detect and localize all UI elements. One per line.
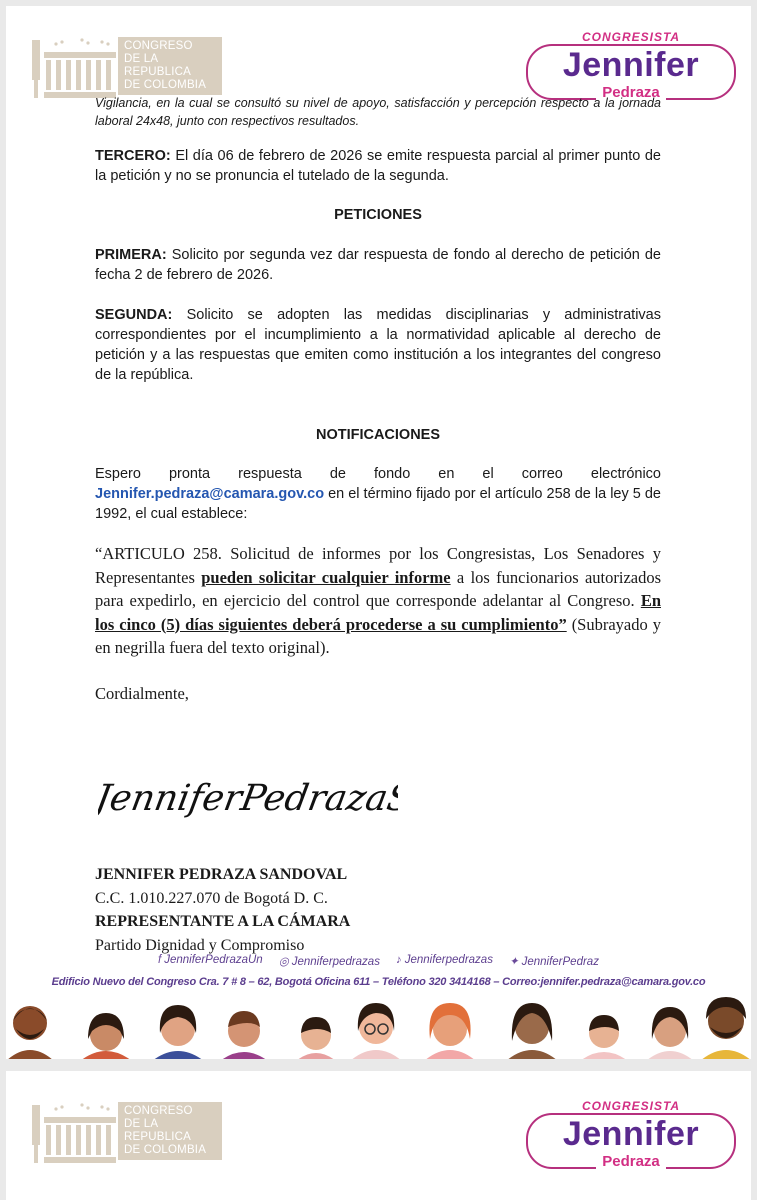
social-tiktok[interactable] xyxy=(396,954,493,968)
capitol-building-icon xyxy=(32,34,118,98)
person-figure-1 xyxy=(6,1006,54,1059)
notif-email-link[interactable]: Jennifer.pedraza@camara.gov.co xyxy=(95,486,325,502)
social-twitter-text: JenniferPedraz xyxy=(521,956,599,968)
congreso-name-2 xyxy=(118,1102,222,1160)
social-links xyxy=(6,954,751,968)
social-instagram[interactable] xyxy=(279,954,380,968)
intro-paragraph: Vigilancia, en la cual se consultó su nivel de apoyo, satisfacción y percepción respecto a la jornada laboral 24x48, junto con respectivos resultados. xyxy=(95,96,661,128)
instagram-icon: ◎ xyxy=(278,956,289,968)
congreso-name xyxy=(118,37,222,95)
congreso-line-3: DE COLOMBIA xyxy=(124,1144,207,1156)
tercero-paragraph xyxy=(95,146,661,186)
social-tiktok-text: Jenniferpedrazas xyxy=(404,954,493,966)
primera-paragraph xyxy=(95,245,661,285)
closing: Cordialmente, xyxy=(95,684,189,703)
congreso-line-2: DE LA REPUBLICA xyxy=(124,53,191,78)
tercero-label: TERCERO: xyxy=(95,148,171,164)
congreso-line-3: DE COLOMBIA xyxy=(124,79,207,91)
quote-part-5: (Subrayado y en negrilla fuera del texto original). xyxy=(95,614,661,657)
letter-page xyxy=(6,6,751,1059)
badge-top-text: CONGRESISTA xyxy=(576,30,686,44)
person-figure-5 xyxy=(296,1017,336,1059)
person-figure-3 xyxy=(152,1005,204,1059)
social-twitter[interactable] xyxy=(509,954,599,968)
signer-party: Partido Dignidad y Compromiso xyxy=(95,936,305,954)
person-figure-7 xyxy=(424,1003,476,1059)
social-facebook-text: JenniferPedrazaUn xyxy=(164,954,263,966)
signer-name: JENNIFER PEDRAZA SANDOVAL xyxy=(95,866,348,883)
handwritten-signature xyxy=(98,764,398,839)
badge-name: Jennifer xyxy=(562,46,700,84)
tiktok-icon: ♪ xyxy=(395,954,402,966)
articulo-quote xyxy=(95,542,661,660)
primera-text: Solicito por segunda vez dar respuesta de fondo al derecho de petición de fecha 2 de febrero de 2026. xyxy=(95,247,661,283)
badge-surname: Pedraza xyxy=(596,84,666,101)
congresista-badge-2 xyxy=(526,1093,736,1173)
person-figure-10 xyxy=(646,1007,694,1059)
person-figure-2 xyxy=(80,1013,132,1059)
badge-top-text: CONGRESISTA xyxy=(576,1099,686,1113)
quote-underlined-2: En los cinco (5) días siguientes deberá procederse a su cumplimiento” xyxy=(95,591,661,634)
tercero-text: El día 06 de febrero de 2026 se emite respuesta parcial al primer punto de la petición y no se pronuncia el tutelado de la segunda. xyxy=(95,148,661,184)
person-figure-11 xyxy=(700,997,751,1059)
social-instagram-text: Jenniferpedrazas xyxy=(291,956,380,968)
congreso-logo xyxy=(32,34,222,98)
congreso-line-1: CONGRESO xyxy=(124,40,193,52)
notif-text-before: Espero pronta respuesta de fondo en el correo electrónico xyxy=(95,466,661,482)
signer-role: REPRESENTANTE A LA CÁMARA xyxy=(95,913,351,930)
facebook-icon: f xyxy=(158,954,162,966)
badge-surname: Pedraza xyxy=(596,1153,666,1170)
capitol-building-icon xyxy=(32,1099,118,1163)
notificaciones-paragraph xyxy=(95,464,661,524)
signer-id: C.C. 1.010.227.070 de Bogotá D. C. xyxy=(95,889,328,907)
primera-label: PRIMERA: xyxy=(95,247,167,263)
notif-text-after: en el término fijado por el artículo 258 de la ley 5 de 1992, el cual establece: xyxy=(95,486,661,522)
congreso-line-1: CONGRESO xyxy=(124,1105,193,1117)
congresista-badge xyxy=(526,24,736,104)
person-figure-4 xyxy=(220,1011,268,1059)
signature-text: JenniferPedrazaS xyxy=(98,776,398,819)
congreso-logo-2 xyxy=(32,1099,222,1163)
quote-underlined-1: pueden solicitar cualquier informe xyxy=(201,567,451,587)
notificaciones-title: NOTIFICACIONES xyxy=(315,427,441,443)
social-facebook[interactable] xyxy=(158,954,263,968)
twitter-icon: ✦ xyxy=(508,956,519,968)
footer-address: Edificio Nuevo del Congreso Cra. 7 # 8 – 62, Bogotá Oficina 611 – Teléfono 320 3414168 – Correo:jennifer.pedraza@camara.gov.co xyxy=(51,976,706,988)
quote-part-1: “ARTICULO 258. Solicitud de informes por los Congresistas, Los Senadores y Representantes xyxy=(95,544,661,587)
peticiones-title: PETICIONES xyxy=(334,207,422,223)
next-page-header xyxy=(6,1071,751,1200)
segunda-label: SEGUNDA: xyxy=(95,307,173,323)
person-figure-8 xyxy=(506,1003,558,1059)
signature-block xyxy=(95,863,350,957)
congreso-line-2: DE LA REPUBLICA xyxy=(124,1118,191,1143)
person-figure-9 xyxy=(580,1015,628,1059)
segunda-paragraph xyxy=(95,305,661,385)
badge-name: Jennifer xyxy=(562,1115,700,1153)
people-illustration xyxy=(6,991,751,1059)
person-figure-6 xyxy=(350,1003,402,1059)
quote-part-3: a los funcionarios autorizados para expedirlo, en ejercicio del control que corresponde adelantar al Congreso. xyxy=(95,567,662,610)
segunda-text: Solicito se adopten las medidas disciplinarias y administrativas correspondientes por el incumplimiento a la normatividad aplicable al derecho de petición y a las respuestas que emiten como institución a los integrantes del congreso de la república. xyxy=(95,307,661,383)
